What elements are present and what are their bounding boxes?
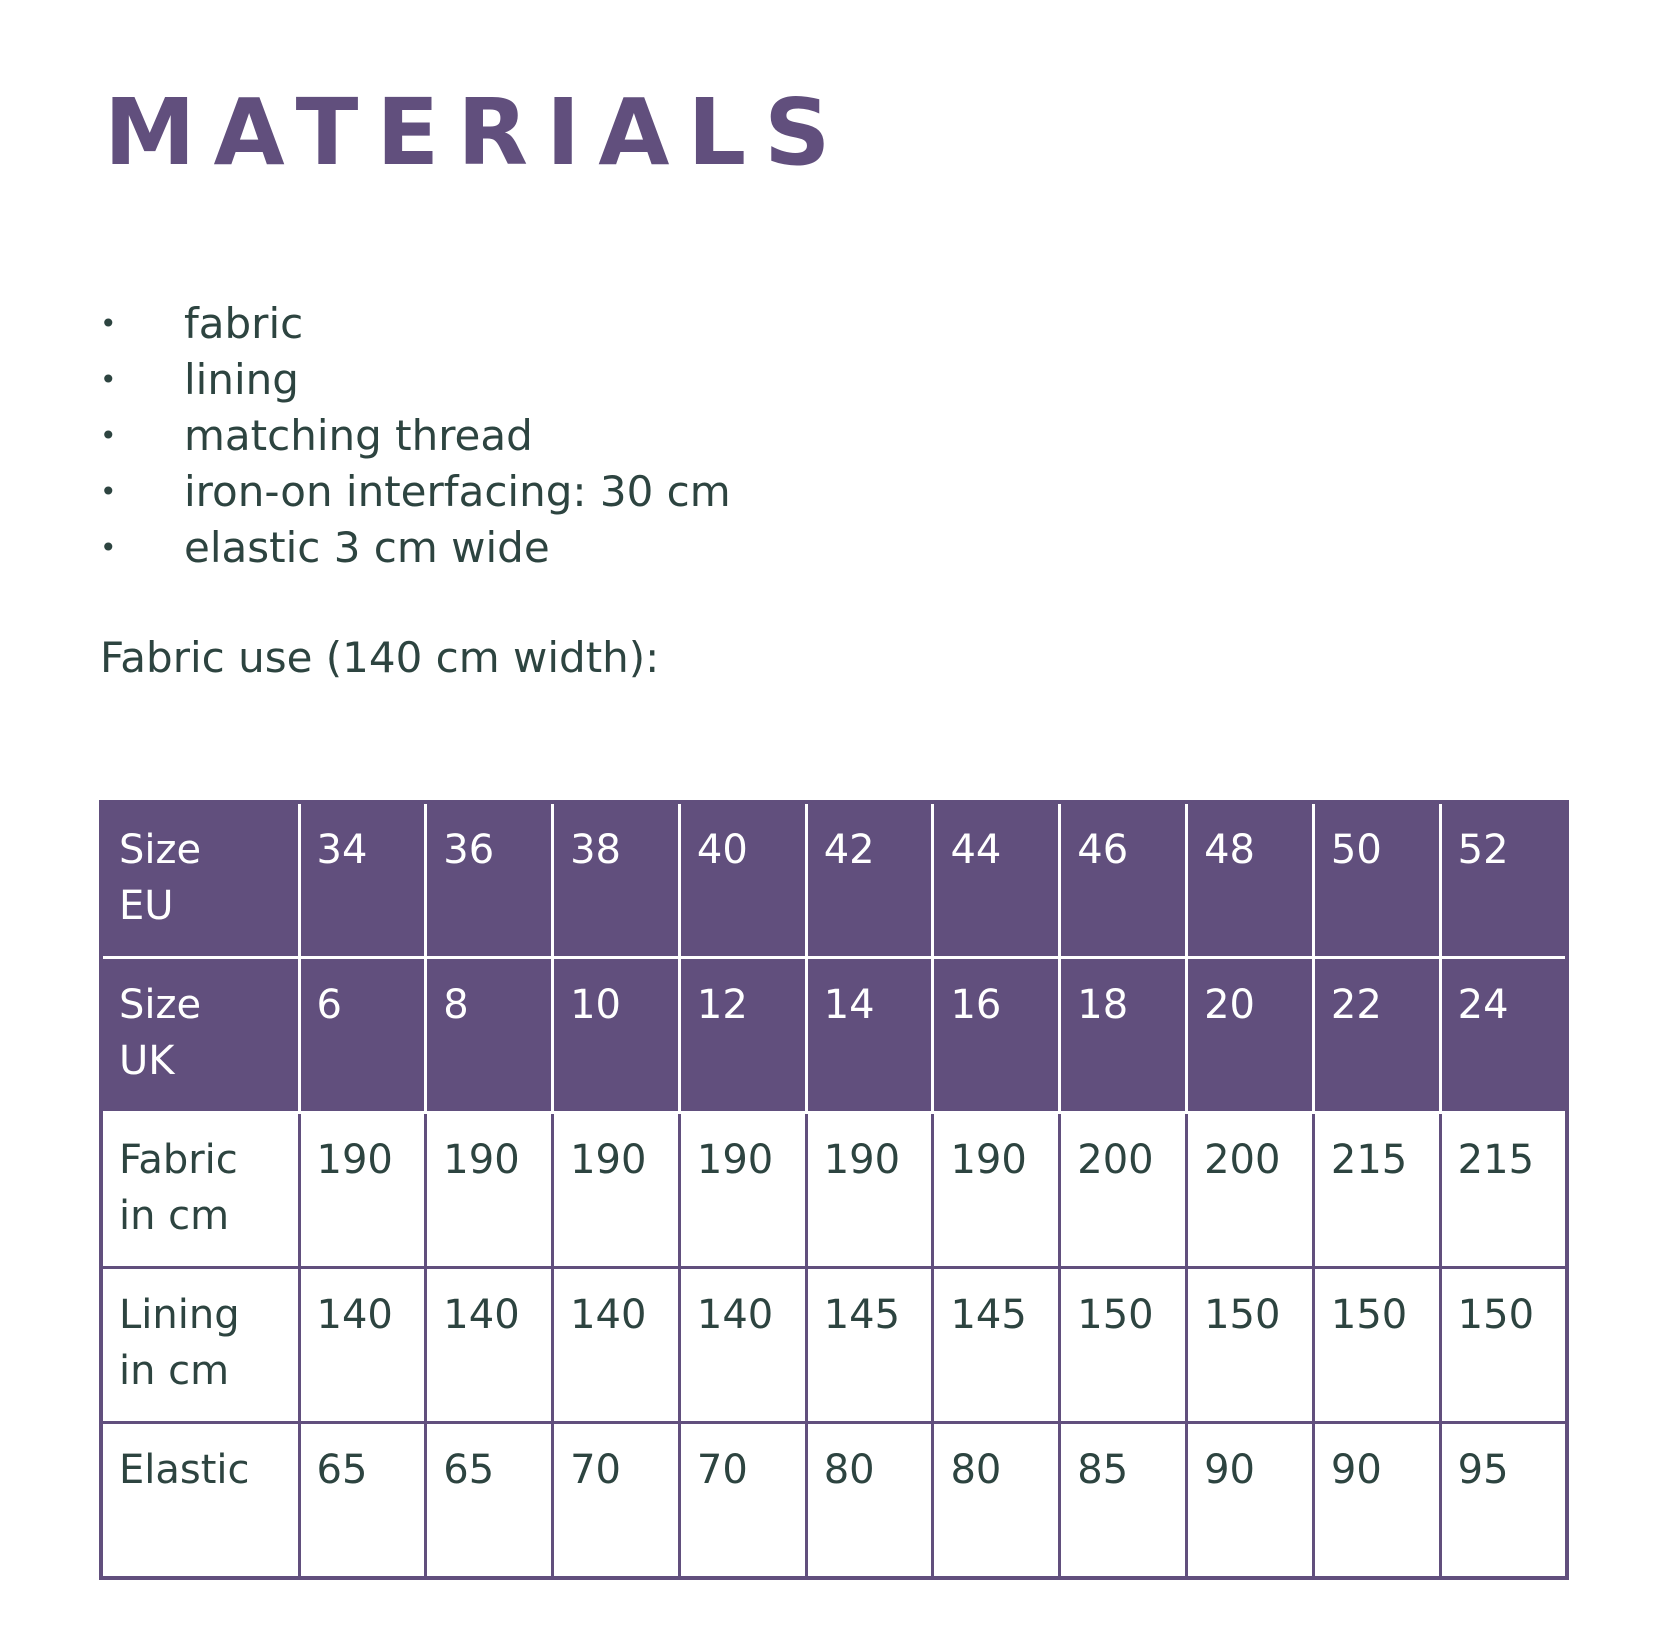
table-cell: 85 xyxy=(1060,1423,1187,1579)
table-cell: 40 xyxy=(679,802,806,958)
size-table xyxy=(99,800,1569,1580)
table-cell: 190 xyxy=(553,1113,680,1268)
table-row xyxy=(101,1423,1567,1579)
row-label-line: Fabric xyxy=(119,1137,238,1183)
table-cell: 70 xyxy=(679,1423,806,1579)
table-cell: 140 xyxy=(553,1268,680,1423)
table-cell: 140 xyxy=(299,1268,426,1423)
table-cell: 14 xyxy=(806,958,933,1113)
row-label-cell xyxy=(101,1268,299,1423)
row-label-line: Size xyxy=(119,982,202,1028)
table-cell: 150 xyxy=(1440,1268,1567,1423)
table-cell: 80 xyxy=(806,1423,933,1579)
material-name: iron-on interfacing: 30 cm xyxy=(184,467,731,516)
row-label-line: UK xyxy=(119,1038,175,1084)
bullet-icon: • xyxy=(100,363,117,396)
table-cell: 18 xyxy=(1060,958,1187,1113)
table-cell: 90 xyxy=(1313,1423,1440,1579)
table-cell: 150 xyxy=(1060,1268,1187,1423)
material-name: matching thread xyxy=(184,411,533,460)
row-label-cell xyxy=(101,958,299,1113)
row-label-cell xyxy=(101,802,299,958)
table-row xyxy=(101,1113,1567,1268)
row-label-line: EU xyxy=(119,883,174,929)
row-label-line: in cm xyxy=(119,1193,230,1239)
row-label-line: Elastic xyxy=(119,1447,250,1493)
list-item xyxy=(100,408,731,464)
bullet-icon: • xyxy=(100,419,117,452)
table-cell: 200 xyxy=(1060,1113,1187,1268)
fabric-use-label: Fabric use (140 cm width): xyxy=(100,633,660,682)
table-cell: 150 xyxy=(1313,1268,1440,1423)
table-cell: 150 xyxy=(1187,1268,1314,1423)
table-cell: 48 xyxy=(1187,802,1314,958)
table-row xyxy=(101,958,1567,1113)
table-cell: 200 xyxy=(1187,1113,1314,1268)
table-cell: 42 xyxy=(806,802,933,958)
table-cell: 140 xyxy=(426,1268,553,1423)
table-cell: 65 xyxy=(426,1423,553,1579)
table-cell: 90 xyxy=(1187,1423,1314,1579)
table-cell: 65 xyxy=(299,1423,426,1579)
page-title: MATERIALS xyxy=(104,79,849,186)
table-cell: 38 xyxy=(553,802,680,958)
table-cell: 36 xyxy=(426,802,553,958)
table-cell: 20 xyxy=(1187,958,1314,1113)
table-row xyxy=(101,1268,1567,1423)
table-cell: 34 xyxy=(299,802,426,958)
table-cell: 70 xyxy=(553,1423,680,1579)
table-cell: 80 xyxy=(933,1423,1060,1579)
table-cell: 50 xyxy=(1313,802,1440,958)
row-label-line: in cm xyxy=(119,1348,230,1394)
table-cell: 24 xyxy=(1440,958,1567,1113)
table-cell: 46 xyxy=(1060,802,1187,958)
list-item xyxy=(100,296,731,352)
table-cell: 10 xyxy=(553,958,680,1113)
bullet-icon: • xyxy=(100,475,117,508)
row-label-line: Lining xyxy=(119,1292,240,1338)
table-cell: 145 xyxy=(933,1268,1060,1423)
material-name: lining xyxy=(184,355,299,404)
list-item xyxy=(100,464,731,520)
table-cell: 190 xyxy=(933,1113,1060,1268)
table-cell: 190 xyxy=(679,1113,806,1268)
table-cell: 190 xyxy=(299,1113,426,1268)
table-cell: 6 xyxy=(299,958,426,1113)
table-cell: 215 xyxy=(1313,1113,1440,1268)
row-label-cell xyxy=(101,1113,299,1268)
table-cell: 140 xyxy=(679,1268,806,1423)
table-cell: 52 xyxy=(1440,802,1567,958)
row-label-line: Size xyxy=(119,827,202,873)
table-cell: 22 xyxy=(1313,958,1440,1113)
bullet-icon: • xyxy=(100,531,117,564)
list-item xyxy=(100,520,731,576)
table-cell: 16 xyxy=(933,958,1060,1113)
bullet-icon: • xyxy=(100,307,117,340)
table-cell: 12 xyxy=(679,958,806,1113)
materials-list xyxy=(100,296,731,576)
table-cell: 145 xyxy=(806,1268,933,1423)
table-cell: 44 xyxy=(933,802,1060,958)
row-label-cell xyxy=(101,1423,299,1579)
table-row xyxy=(101,802,1567,958)
table-cell: 190 xyxy=(806,1113,933,1268)
list-item xyxy=(100,352,731,408)
table-cell: 215 xyxy=(1440,1113,1567,1268)
table-cell: 95 xyxy=(1440,1423,1567,1579)
material-name: elastic 3 cm wide xyxy=(184,523,550,572)
table-cell: 190 xyxy=(426,1113,553,1268)
table-cell: 8 xyxy=(426,958,553,1113)
material-name: fabric xyxy=(184,299,304,348)
